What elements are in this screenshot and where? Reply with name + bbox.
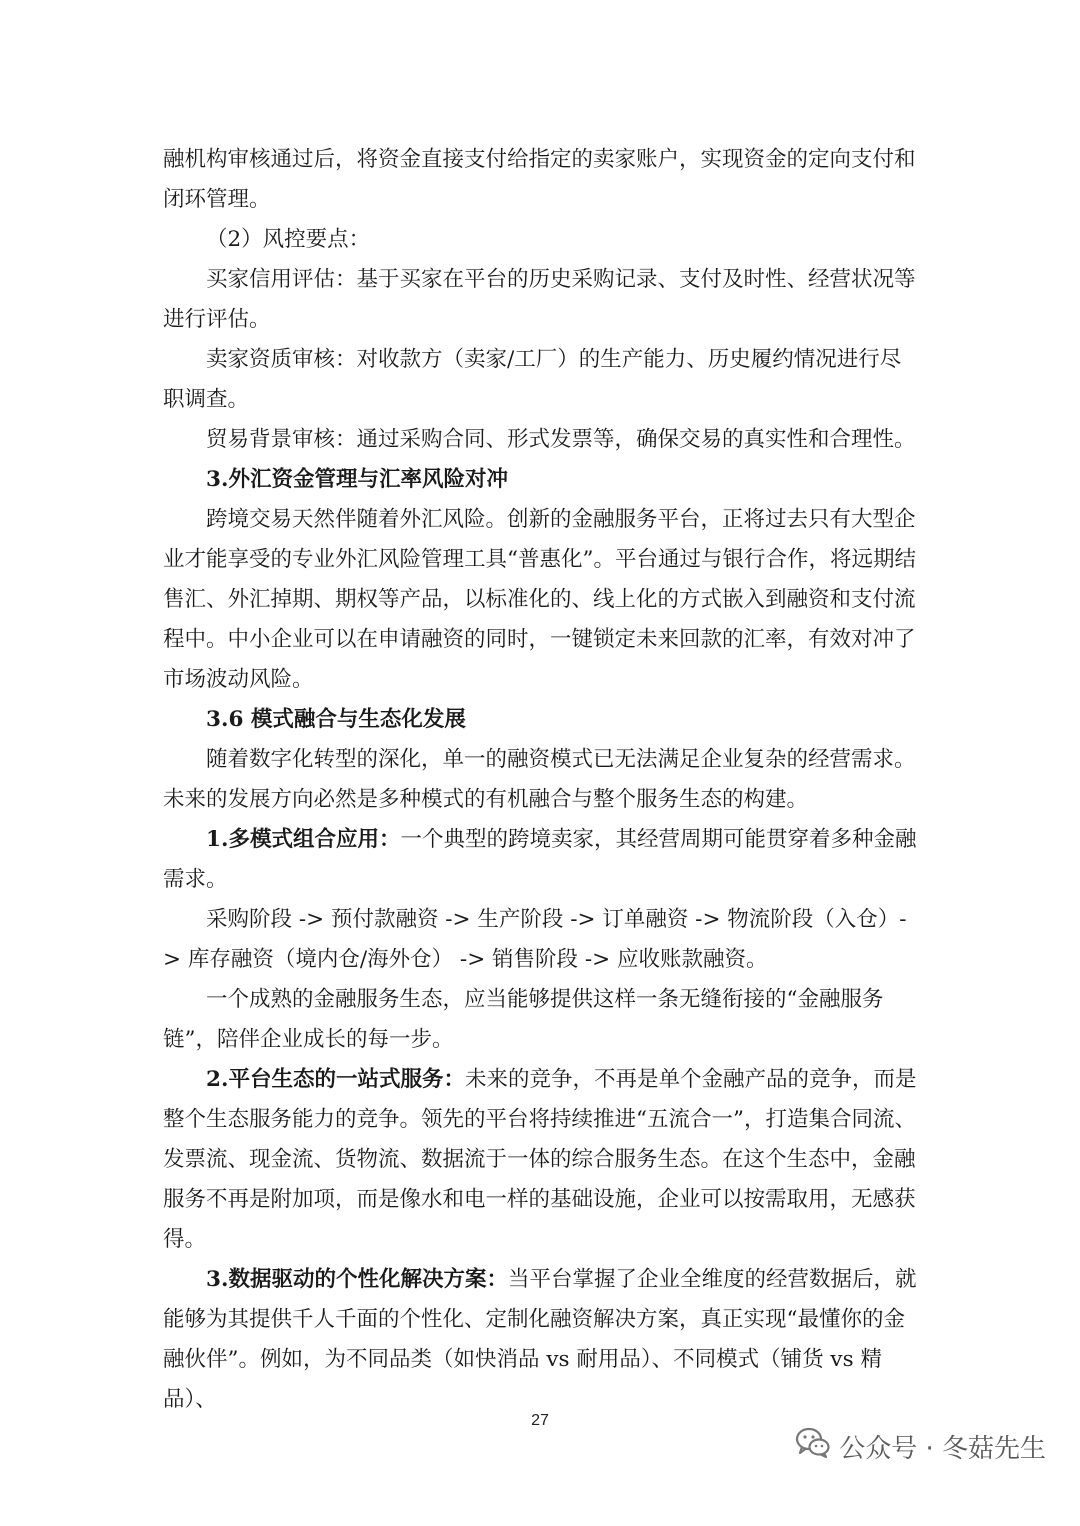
paragraph-3: 买家信用评估：基于买家在平台的历史采购记录、支付及时性、经营状况等进行评估。 [163,267,916,332]
paragraph-12-label: 3.数据驱动的个性化解决方案： [206,1267,508,1292]
paragraph-4: 卖家资质审核：对收款方（卖家/工厂）的生产能力、历史履约情况进行尽职调查。 [163,347,902,412]
paragraph-11-label: 2.平台生态的一站式服务： [206,1067,465,1092]
wechat-icon [795,1427,831,1466]
document-body [163,140,919,1420]
paragraph-8-text: 一个典型的跨境卖家，其经营周期可能贯穿着多种金融需求。 [163,827,917,892]
paragraph-5: 贸易背景审核：通过采购合同、形式发票等，确保交易的真实性和合理性。 [206,427,916,452]
paragraph-8 [163,820,919,900]
paragraph-11-text: 未来的竞争，不再是单个金融产品的竞争，而是整个生态服务能力的竞争。领先的平台将持续推进“五流合一”，打造集合同流、发票流、现金流、货物流、数据流于一体的综合服务生态。在这个生态中，金融服务不再是附加项，而是像水和电一样的基础设施，企业可以按需取用，无感获得。 [163,1067,917,1252]
paragraph-1: 融机构审核通过后，将资金直接支付给指定的卖家账户，实现资金的定向支付和闭环管理。 [163,147,916,212]
paragraph-10: 一个成熟的金融服务生态，应当能够提供这样一条无缝衔接的“金融服务链”，陪伴企业成长的每一步。 [163,987,884,1052]
paragraph-11 [163,1060,919,1260]
paragraph-9: 采购阶段 -> 预付款融资 -> 生产阶段 -> 订单融资 -> 物流阶段（入仓）-> 库存融资（境内仓/海外仓） -> 销售阶段 -> 应收账款融资。 [163,907,907,972]
paragraph-2: （2）风控要点： [206,227,371,252]
page-number: 27 [531,1412,549,1429]
paragraph-12 [163,1260,919,1420]
section-heading-3-6: 3.6 模式融合与生态化发展 [206,707,466,732]
watermark [795,1426,1046,1466]
watermark-text: 公众号 · 冬菇先生 [839,1433,1046,1464]
paragraph-7: 随着数字化转型的深化，单一的融资模式已无法满足企业复杂的经营需求。未来的发展方向必然是多种模式的有机融合与整个服务生态的构建。 [163,747,916,812]
section-heading-fx: 3.外汇资金管理与汇率风险对冲 [206,467,508,492]
paragraph-12-text: 当平台掌握了企业全维度的经营数据后，就能够为其提供千人千面的个性化、定制化融资解决方案，真正实现“最懂你的金融伙伴”。例如，为不同品类（如快消品 vs 耐用品）、不同模式（铺货 vs 精品）、 [163,1267,917,1412]
paragraph-8-label: 1.多模式组合应用： [206,827,401,852]
paragraph-6: 跨境交易天然伴随着外汇风险。创新的金融服务平台，正将过去只有大型企业才能享受的专业外汇风险管理工具“普惠化”。平台通过与银行合作，将远期结售汇、外汇掉期、期权等产品，以标准化的、线上化的方式嵌入到融资和支付流程中。中小企业可以在申请融资的同时，一键锁定未来回款的汇率，有效对冲了市场波动风险。 [163,507,916,692]
